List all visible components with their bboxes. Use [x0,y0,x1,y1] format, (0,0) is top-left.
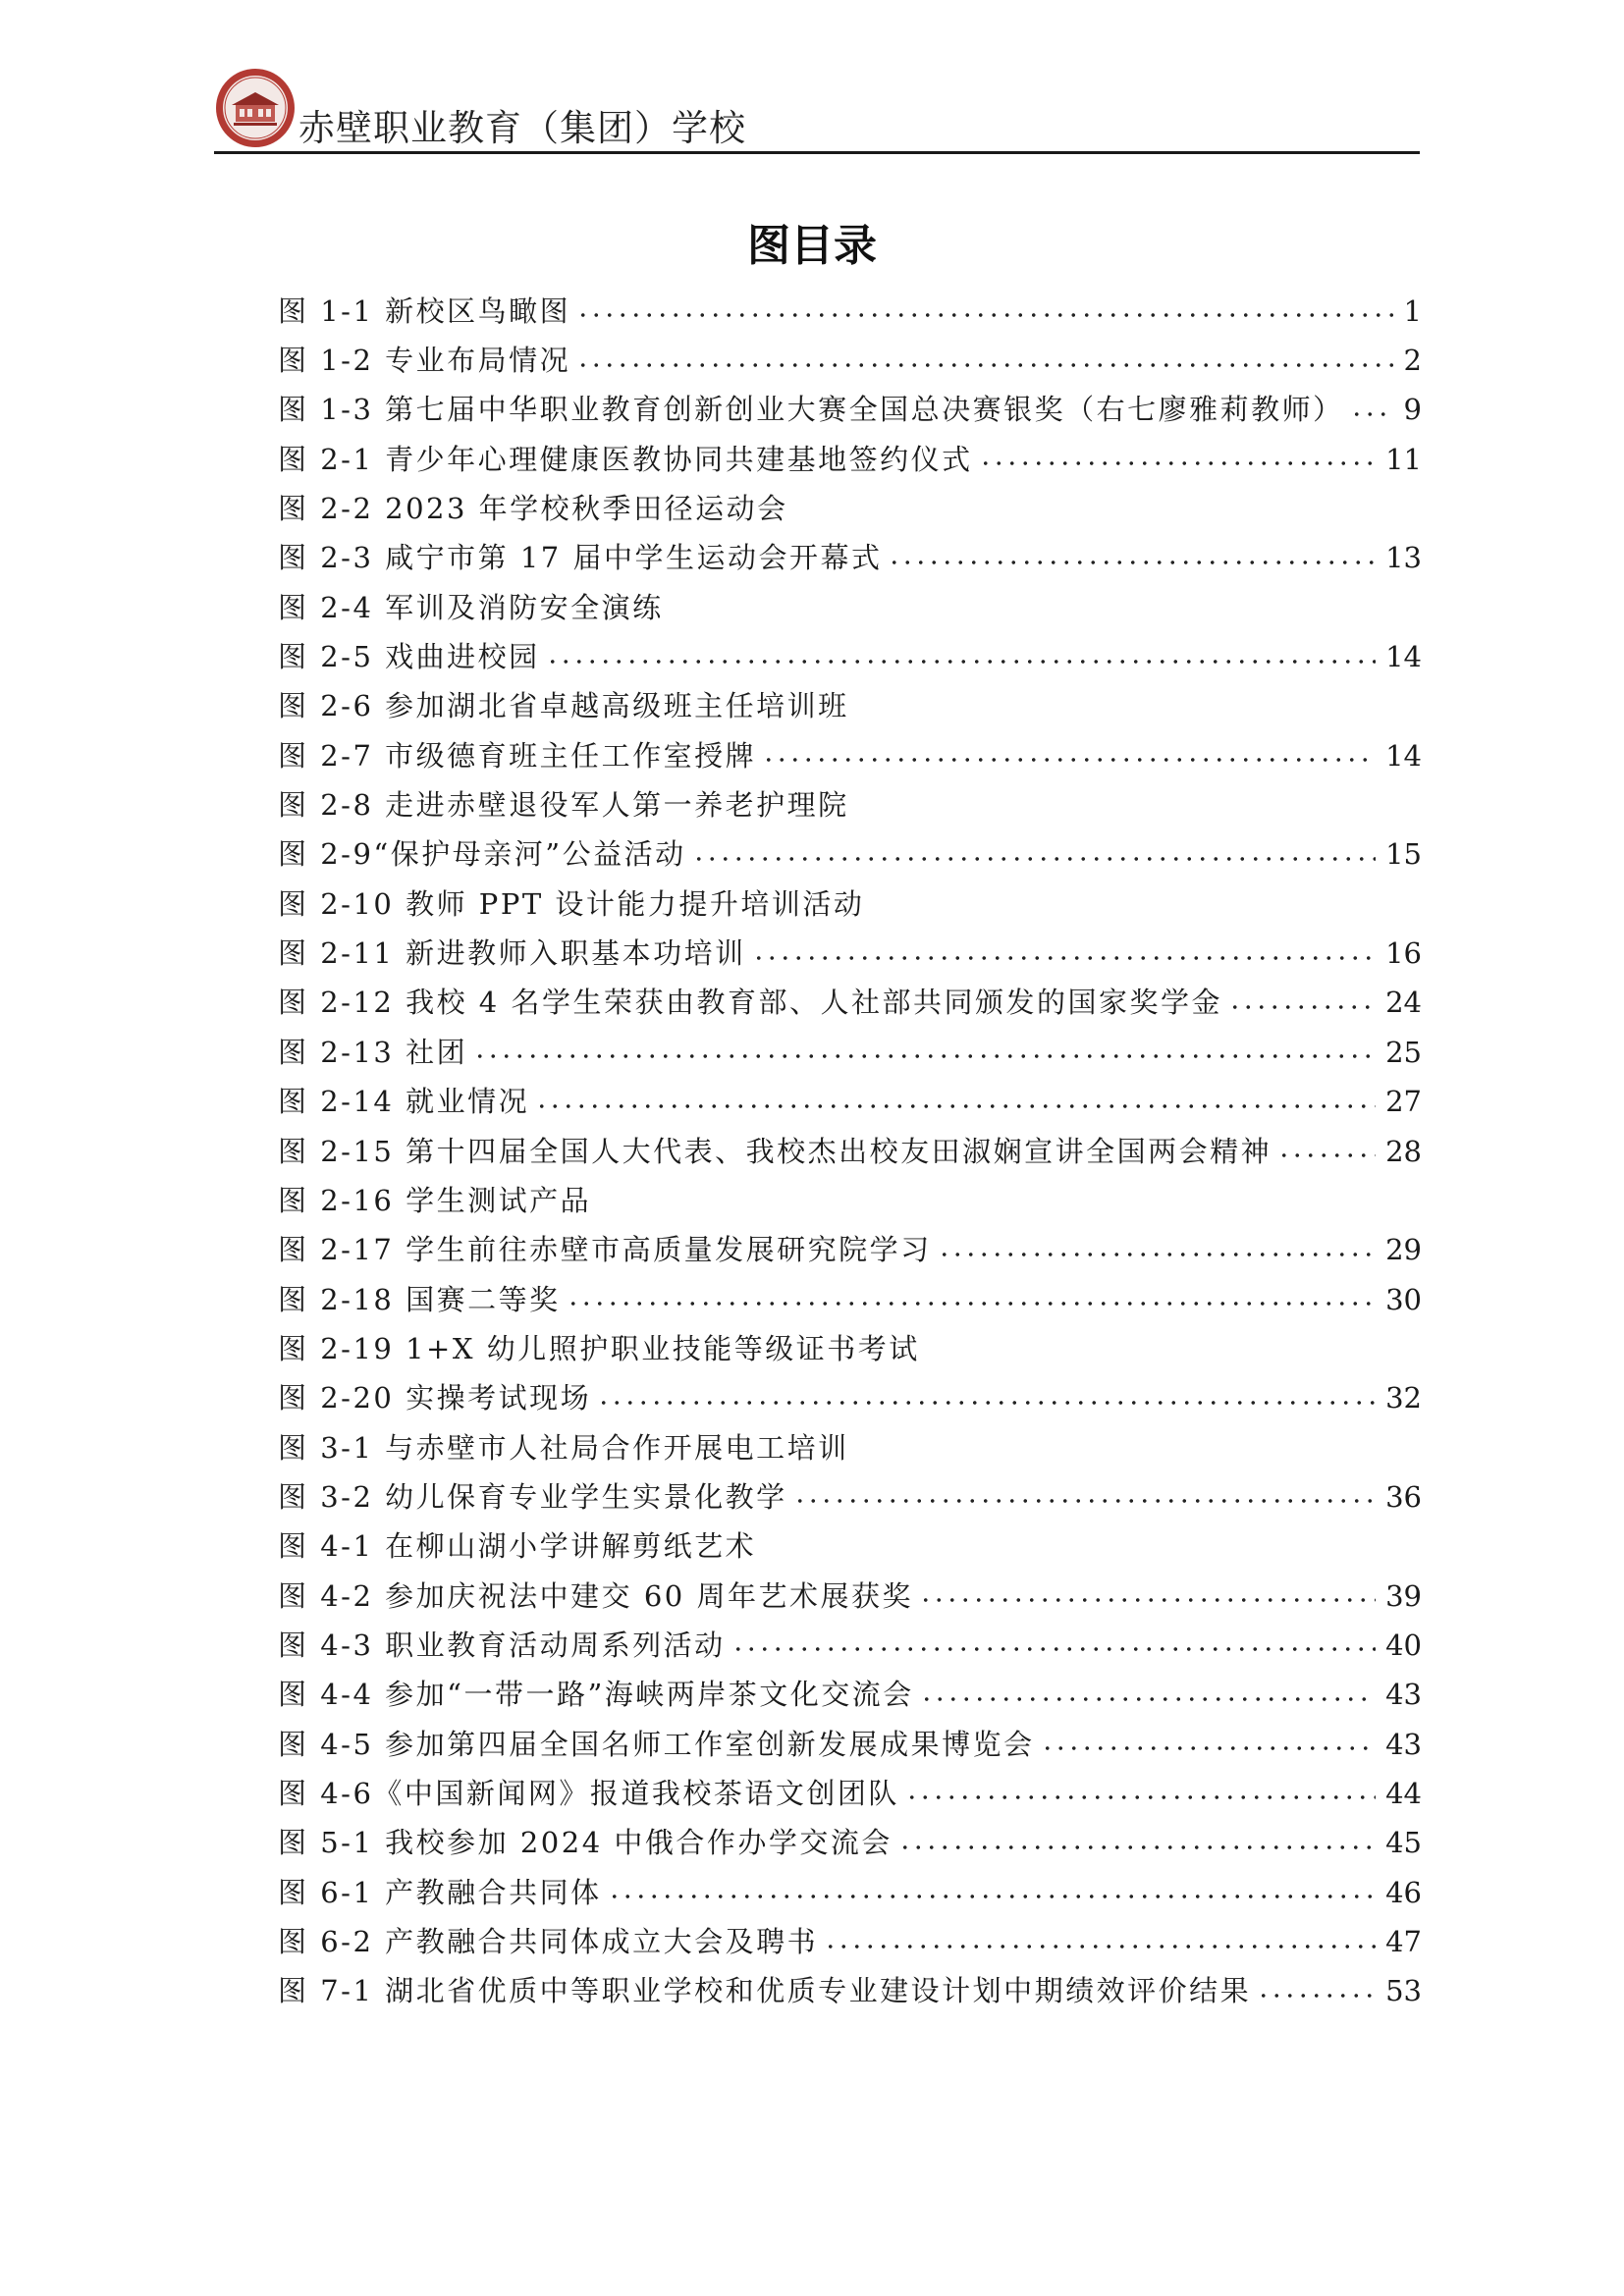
figure-entry-label: 图 1-2 专业布局情况 [278,344,571,378]
dot-leader [762,755,1376,765]
school-emblem-icon [214,67,297,149]
figure-entry[interactable] [278,1423,1422,1472]
figure-entry-label: 图 2-8 走进赤壁退役军人第一养老护理院 [278,788,849,823]
figure-entry-label: 图 6-2 产教融合共同体成立大会及聘书 [278,1925,819,1959]
figure-entry-page: 24 [1385,986,1422,1020]
figure-entry-page: 9 [1403,393,1422,427]
figure-entry[interactable] [278,336,1422,385]
figure-entry[interactable] [278,1127,1422,1176]
figure-entry-label: 图 2-1 青少年心理健康医教协同共建基地签约仪式 [278,442,973,476]
figure-entry[interactable] [278,1324,1422,1373]
figure-entry[interactable] [278,435,1422,484]
figure-entry-label: 图 3-2 幼儿保育专业学生实景化教学 [278,1479,787,1514]
figure-entry[interactable] [278,682,1422,731]
figure-entry[interactable] [278,1522,1422,1572]
figure-entry[interactable] [278,1917,1422,1966]
dot-leader [1277,1150,1376,1160]
figure-entry-page: 27 [1385,1085,1422,1119]
figure-entry-page: 15 [1385,837,1422,872]
figure-entry[interactable] [278,1176,1422,1225]
figure-entry-label: 图 2-16 学生测试产品 [278,1183,592,1217]
figure-entry-label: 图 6-1 产教融合共同体 [278,1875,602,1909]
figure-entry[interactable] [278,1374,1422,1423]
school-name: 赤壁职业教育（集团）学校 [298,107,746,149]
dot-leader [793,1496,1376,1506]
figure-entry[interactable] [278,830,1422,880]
figure-entry-page: 2 [1403,344,1422,378]
figure-entry-page: 43 [1385,1678,1422,1712]
page-header [214,61,1420,154]
dot-leader [752,953,1377,963]
figure-entry-label: 图 5-1 我校参加 2024 中俄合作办学交流会 [278,1826,893,1860]
figure-entry[interactable] [278,1819,1422,1868]
dot-leader [824,1942,1376,1951]
dot-leader [938,1250,1377,1259]
figure-entry-label: 图 4-1 在柳山湖小学讲解剪纸艺术 [278,1529,757,1564]
figure-entry-page: 32 [1385,1381,1422,1415]
figure-entry-page: 13 [1385,541,1422,575]
figure-entry[interactable] [278,632,1422,681]
figure-entry[interactable] [278,880,1422,929]
figure-entry-page: 29 [1385,1233,1422,1267]
figure-entry[interactable] [278,1868,1422,1917]
figure-entry-page: 45 [1385,1826,1422,1860]
header-divider [214,151,1420,154]
figure-entry-label: 图 2-13 社团 [278,1035,468,1069]
figure-entry-page: 43 [1385,1727,1422,1761]
dot-leader [535,1101,1376,1111]
dot-leader [576,310,1393,320]
figure-entry[interactable] [278,979,1422,1028]
figure-entry-label: 图 2-5 戏曲进校园 [278,640,540,674]
figure-entry-label: 图 2-14 就业情况 [278,1085,530,1119]
figure-entry[interactable] [278,1769,1422,1818]
figure-entry[interactable] [278,287,1422,336]
figure-entry-label: 图 2-9“保护母亲河”公益活动 [278,837,686,872]
figure-entry-page: 40 [1385,1628,1422,1662]
dot-leader [1041,1743,1376,1753]
figure-entry[interactable] [278,1078,1422,1127]
dot-leader [576,360,1393,370]
figure-entry-page: 28 [1385,1134,1422,1168]
figure-entry-label: 图 2-11 新进教师入职基本功培训 [278,936,746,971]
figure-entry[interactable] [278,780,1422,829]
figure-entry-label: 图 2-17 学生前往赤壁市高质量发展研究院学习 [278,1233,932,1267]
figure-entry[interactable] [278,1671,1422,1720]
dot-leader [1228,1002,1376,1012]
figure-entry-page: 14 [1385,738,1422,773]
figure-entry[interactable] [278,386,1422,435]
dot-leader [692,854,1377,864]
figure-entry-label: 图 2-20 实操考试现场 [278,1381,592,1415]
figure-entry-page: 1 [1403,294,1422,328]
dot-leader [546,657,1376,667]
figure-entry-page: 44 [1385,1776,1422,1810]
figure-entry[interactable] [278,1720,1422,1769]
figure-entry-page: 25 [1385,1035,1422,1069]
figure-entry-label: 图 2-2 2023 年学校秋季田径运动会 [278,492,788,526]
figure-entry-label: 图 4-5 参加第四届全国名师工作室创新发展成果博览会 [278,1727,1035,1761]
dot-leader [898,1842,1376,1852]
figure-entry-label: 图 4-4 参加“一带一路”海峡两岸茶文化交流会 [278,1678,914,1712]
dot-leader [979,458,1376,468]
figure-entry-label: 图 2-7 市级德育班主任工作室授牌 [278,738,757,773]
figure-entry-label: 图 2-6 参加湖北省卓越高级班主任培训班 [278,689,849,723]
dot-leader [1350,409,1394,419]
dot-leader [1257,1991,1376,2001]
figure-entry-label: 图 4-6《中国新闻网》报道我校茶语文创团队 [278,1776,899,1810]
dot-leader [473,1051,1376,1061]
figure-entry-page: 46 [1385,1875,1422,1909]
figure-entry-label: 图 2-18 国赛二等奖 [278,1282,561,1316]
figure-entry-label: 图 4-2 参加庆祝法中建交 60 周年艺术展获奖 [278,1578,913,1613]
figure-entry-label: 图 2-3 咸宁市第 17 届中学生运动会开幕式 [278,541,883,575]
figure-list [278,287,1422,2016]
figure-entry-page: 11 [1385,442,1422,476]
figure-entry-label: 图 2-4 军训及消防安全演练 [278,590,664,624]
figure-entry[interactable] [278,1472,1422,1522]
figure-entry[interactable] [278,1028,1422,1077]
dot-leader [608,1892,1376,1901]
figure-entry-label: 图 2-12 我校 4 名学生荣获由教育部、人社部共同颁发的国家奖学金 [278,986,1222,1020]
figure-entry-label: 图 1-3 第七届中华职业教育创新创业大赛全国总决赛银奖（右七廖雅莉教师） [278,393,1344,427]
figure-entry-label: 图 7-1 湖北省优质中等职业学校和优质专业建设计划中期绩效评价结果 [278,1974,1252,2008]
figure-entry[interactable] [278,1275,1422,1324]
figure-entry[interactable] [278,1621,1422,1670]
figure-entry-page: 30 [1385,1282,1422,1316]
dot-leader [567,1299,1377,1308]
dot-leader [731,1644,1376,1654]
figure-entry-label: 图 2-19 1+X 幼儿照护职业技能等级证书考试 [278,1331,920,1365]
figure-entry-page: 53 [1385,1974,1422,2008]
figure-entry-label: 图 2-10 教师 PPT 设计能力提升培训活动 [278,886,865,921]
figure-entry-page: 36 [1385,1479,1422,1514]
figure-entry-page: 47 [1385,1925,1422,1959]
figure-entry[interactable] [278,484,1422,533]
figure-entry-label: 图 2-15 第十四届全国人大代表、我校杰出校友田淑娴宣讲全国两会精神 [278,1134,1272,1168]
dot-leader [905,1792,1376,1802]
figure-entry-label: 图 3-1 与赤壁市人社局合作开展电工培训 [278,1430,849,1465]
figure-entry[interactable] [278,534,1422,583]
figure-entry[interactable] [278,929,1422,978]
figure-entry-page: 39 [1385,1578,1422,1613]
dot-leader [888,558,1376,567]
figure-entry[interactable] [278,731,1422,780]
dot-leader [597,1398,1376,1408]
page-title: 图目录 [747,221,877,271]
figure-entry-label: 图 1-1 新校区鸟瞰图 [278,294,571,328]
dot-leader [920,1694,1376,1704]
figure-entry-label: 图 4-3 职业教育活动周系列活动 [278,1628,726,1662]
figure-entry[interactable] [278,1226,1422,1275]
dot-leader [919,1595,1376,1605]
figure-entry[interactable] [278,583,1422,632]
figure-entry-page: 16 [1385,936,1422,971]
figure-entry[interactable] [278,1572,1422,1621]
figure-entry-page: 14 [1385,640,1422,674]
figure-entry[interactable] [278,1967,1422,2016]
